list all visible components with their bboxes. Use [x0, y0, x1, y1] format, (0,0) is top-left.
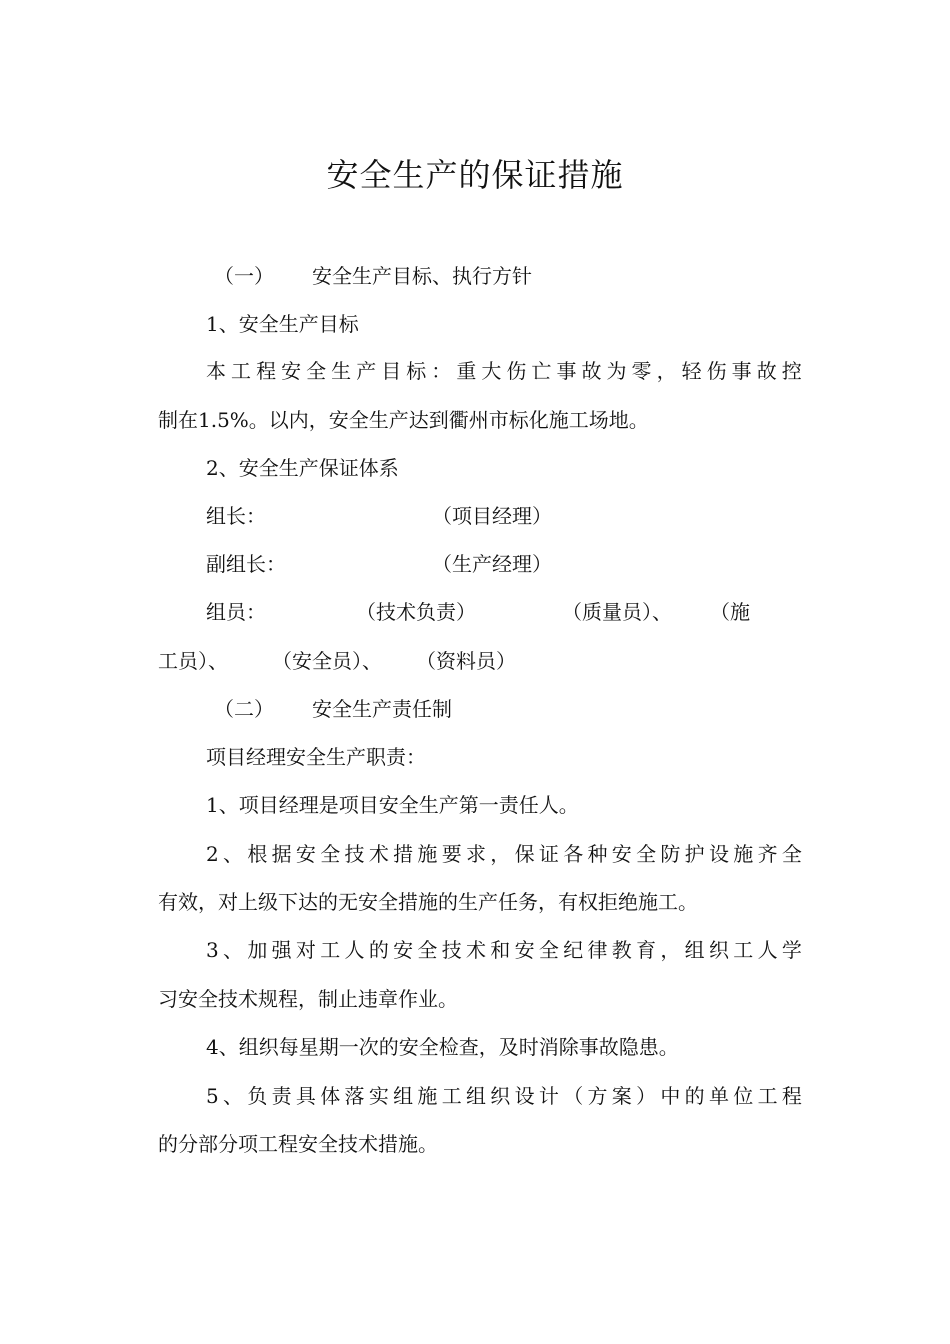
leader-label: 组长： — [206, 504, 266, 528]
item-1-heading: 1、安全生产目标 — [206, 312, 359, 336]
section-2-heading: 安全生产责任制 — [312, 697, 452, 721]
member-role-quality: （质量员）、 — [562, 600, 672, 624]
section-1-heading: 安全生产目标、执行方针 — [312, 264, 532, 288]
vice-leader-label: 副组长： — [206, 552, 286, 576]
duty-5-line-2: 的分部分项工程安全技术措施。 — [158, 1132, 438, 1156]
member-role-safety: （安全员）、 — [272, 649, 382, 673]
section-1-number: （一） — [214, 264, 274, 288]
duty-4: 4、组织每星期一次的安全检查，及时消除事故隐患。 — [206, 1035, 679, 1059]
duty-5-line-1: 5 、 负 责 具 体 落 实 组 施 工 组 织 设 计 （ 方 案 ） 中 的 单 位 工 程 — [206, 1084, 802, 1108]
duty-3-line-2: 习安全技术规程，制止违章作业。 — [158, 987, 458, 1011]
member-role-tech: （技术负责） — [356, 600, 476, 624]
goal-paragraph-line-2: 制在1.5%。以内，安全生产达到衢州市标化施工场地。 — [158, 408, 649, 432]
item-2-heading: 2、安全生产保证体系 — [206, 456, 399, 480]
duty-1: 1、项目经理是项目安全生产第一责任人。 — [206, 793, 579, 817]
pm-duties-heading: 项目经理安全生产职责： — [206, 745, 426, 769]
member-role-construction-part1: （施 — [710, 600, 750, 624]
goal-paragraph-line-1: 本 工 程 安 全 生 产 目 标 ： 重 大 伤 亡 事 故 为 零 ， 轻 伤 事 故 控 — [206, 359, 802, 383]
members-label: 组员： — [206, 600, 266, 624]
vice-leader-role: （生产经理） — [432, 552, 552, 576]
duty-2-line-2: 有效，对上级下达的无安全措施的生产任务，有权拒绝施工。 — [158, 890, 698, 914]
member-role-records: （资料员） — [416, 649, 516, 673]
section-2-number: （二） — [214, 697, 274, 721]
duty-2-line-1: 2 、 根 据 安 全 技 术 措 施 要 求 ， 保 证 各 种 安 全 防 护 设 施 齐 全 — [206, 842, 802, 866]
document-title: 安全生产的保证措施 — [326, 156, 624, 194]
leader-role: （项目经理） — [432, 504, 552, 528]
member-role-construction-part2: 工员）、 — [158, 649, 228, 673]
duty-3-line-1: 3 、 加 强 对 工 人 的 安 全 技 术 和 安 全 纪 律 教 育 ， 组 织 工 人 学 — [206, 938, 802, 962]
